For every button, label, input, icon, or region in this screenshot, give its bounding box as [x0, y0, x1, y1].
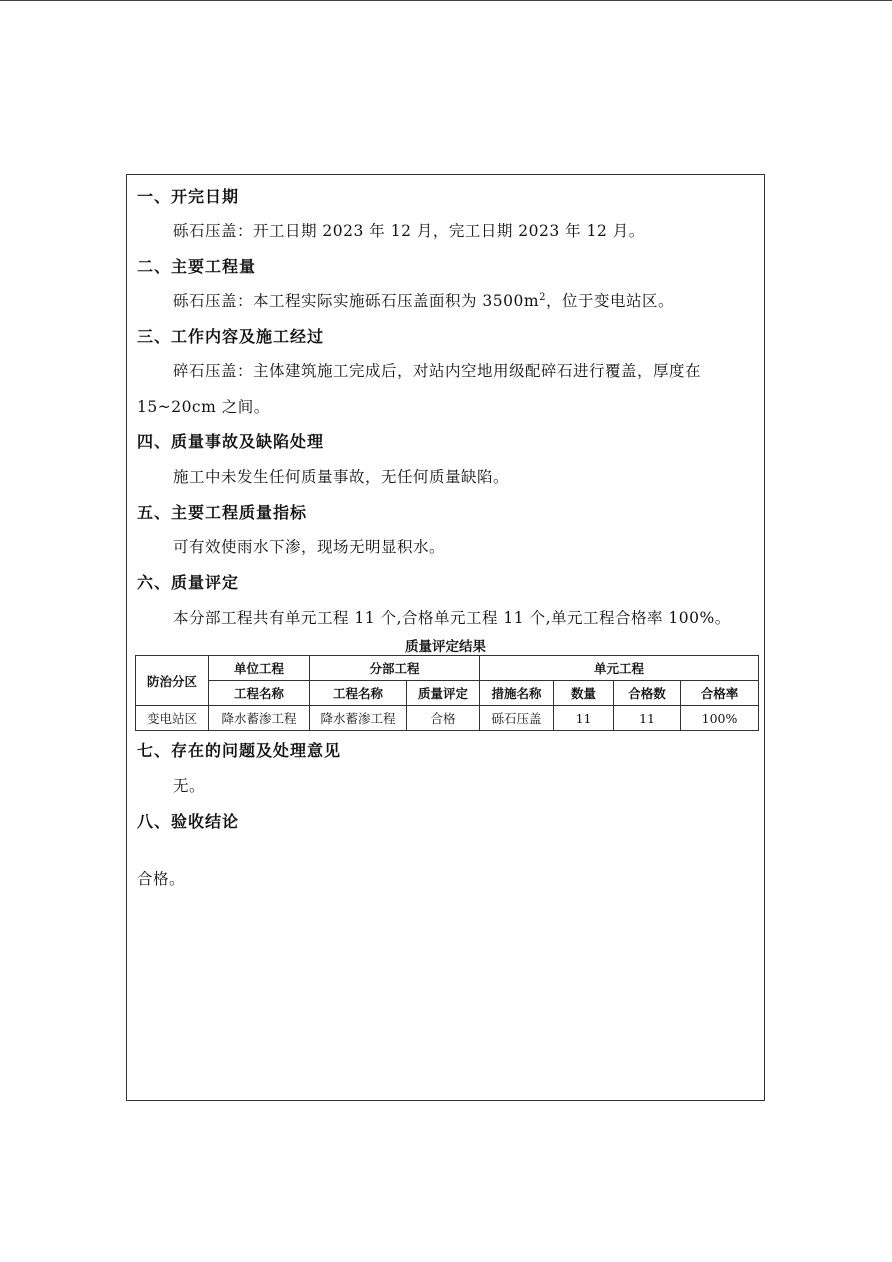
table-caption: 质量评定结果 — [405, 639, 486, 655]
subheader-cell: 质量评定 — [407, 681, 480, 706]
section-4-heading: 四、质量事故及缺陷处理 — [137, 432, 325, 451]
section-8-text: 合格。 — [137, 870, 186, 888]
section-1-text: 砾石压盖：开工日期 2023 年 12 月，完工日期 2023 年 12 月。 — [173, 222, 645, 240]
section-1-heading: 一、开完日期 — [137, 187, 240, 206]
header-sub-project: 分部工程 — [310, 656, 480, 681]
section-7-heading: 七、存在的问题及处理意见 — [137, 741, 342, 760]
subheader-cell: 数量 — [554, 681, 614, 706]
section-3-heading: 三、工作内容及施工经过 — [137, 327, 325, 346]
section-6-heading: 六、质量评定 — [137, 573, 240, 592]
page-top-border — [0, 0, 892, 1]
section-3-text-line1: 碎石压盖：主体建筑施工完成后，对站内空地用级配碎石进行覆盖，厚度在 — [173, 362, 702, 380]
section-7-text: 无。 — [173, 777, 206, 795]
subheader-cell: 工程名称 — [209, 681, 310, 706]
section-6-text: 本分部工程共有单元工程 11 个,合格单元工程 11 个,单元工程合格率 100%。 — [173, 609, 731, 627]
subheader-cell: 工程名称 — [310, 681, 407, 706]
table-cell: 100% — [681, 706, 759, 731]
section-2-heading: 二、主要工程量 — [137, 257, 257, 276]
section-2-text: 砾石压盖：本工程实际实施砾石压盖面积为 $3500m^2$，位于变电站区。 — [173, 291, 674, 310]
table-cell: 降水蓄渗工程 — [310, 706, 407, 731]
table-cell: 合格 — [407, 706, 480, 731]
header-unit-project: 单位工程 — [209, 656, 310, 681]
subheader-cell: 合格数 — [614, 681, 681, 706]
table-cell: 11 — [554, 706, 614, 731]
quality-result-table — [135, 655, 759, 731]
subheader-cell: 措施名称 — [480, 681, 554, 706]
table-header-row — [136, 656, 759, 681]
table-cell: 11 — [614, 706, 681, 731]
header-zone: 防治分区 — [136, 656, 209, 706]
header-element-project: 单元工程 — [480, 656, 759, 681]
table-row — [136, 706, 759, 731]
table-cell: 变电站区 — [136, 706, 209, 731]
table-subheader-row — [136, 681, 759, 706]
section-5-text: 可有效使雨水下渗，现场无明显积水。 — [173, 538, 446, 556]
table-cell: 降水蓄渗工程 — [209, 706, 310, 731]
section-4-text: 施工中未发生任何质量事故，无任何质量缺陷。 — [173, 468, 510, 486]
section-5-heading: 五、主要工程质量指标 — [137, 503, 308, 522]
subheader-cell: 合格率 — [681, 681, 759, 706]
section-8-heading: 八、验收结论 — [137, 812, 240, 831]
section-3-text-line2: 15~20cm 之间。 — [137, 398, 270, 416]
table-cell: 砾石压盖 — [480, 706, 554, 731]
acceptance-form-frame — [126, 174, 765, 1101]
